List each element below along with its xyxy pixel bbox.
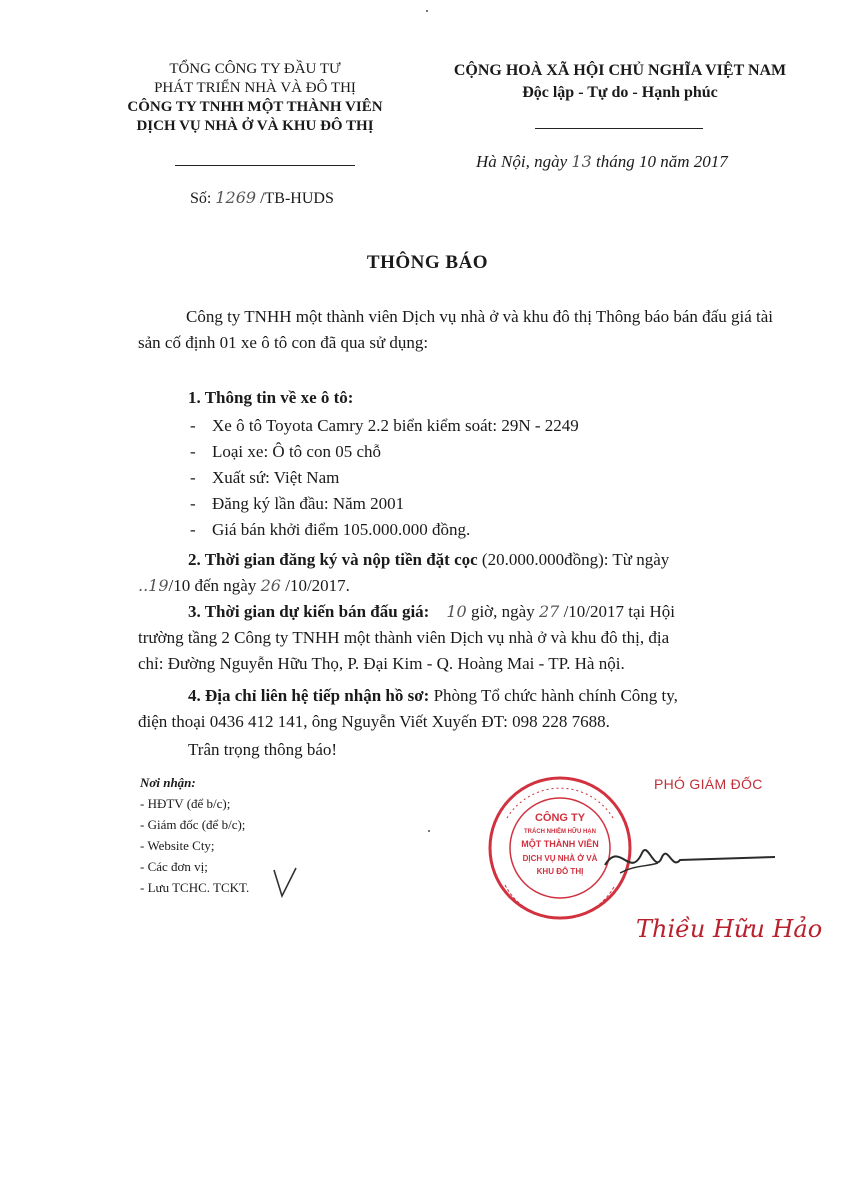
recipient-item: - Lưu TCHC. TCKT.: [140, 880, 250, 895]
section-3-line-1: [188, 602, 675, 622]
section-4-heading: 4. Địa chỉ liên hệ tiếp nhận hồ sơ:: [188, 686, 430, 705]
intro-paragraph: Công ty TNHH một thành viên Dịch vụ nhà ở và khu đô thị Thông báo bán đấu giá tài sản cố định 01 xe ô tô con đã qua sử dụng:: [138, 307, 773, 352]
doc-no-label: Số:: [190, 190, 212, 207]
svg-text:TRÁCH NHIỆM HỮU HẠN: TRÁCH NHIỆM HỮU HẠN: [524, 829, 596, 835]
section-2-text: (20.000.000đồng): Từ ngày: [481, 550, 670, 569]
org-line-2: PHÁT TRIỂN NHÀ VÀ ĐÔ THỊ: [154, 80, 356, 96]
scan-speck: [428, 830, 430, 832]
section-3-line-3: chỉ: Đường Nguyễn Hữu Thọ, P. Đại Kim - Q. Hoàng Mai - TP. Hà nội.: [138, 654, 625, 673]
signer-name: Thiều Hữu Hảo: [636, 915, 823, 943]
vehicle-info-list: [190, 413, 579, 543]
org-divider: [175, 165, 355, 166]
nation-title: CỘNG HOÀ XÃ HỘI CHỦ NGHĨA VIỆT NAM: [453, 62, 787, 79]
initial-mark: [270, 866, 300, 900]
signer-role: PHÓ GIÁM ĐỐC: [654, 776, 763, 792]
recipients-heading: Nơi nhận:: [140, 775, 196, 790]
doc-no-value: 1269: [215, 188, 257, 207]
deposit-to-day: 26: [260, 576, 281, 595]
recipient-item: - Website Cty;: [140, 838, 215, 853]
section-2-line-2: [138, 576, 350, 596]
section-2-heading: 2. Thời gian đăng ký và nộp tiền đặt cọc: [188, 550, 478, 569]
svg-text:MỘT THÀNH VIÊN: MỘT THÀNH VIÊN: [521, 839, 599, 849]
list-item: - Xe ô tô Toyota Camry 2.2 biển kiểm soát: 29N - 2249: [190, 416, 579, 435]
section-3-mid: giờ, ngày: [470, 602, 535, 621]
recipients-block: [140, 772, 249, 898]
svg-text:CÔNG TY: CÔNG TY: [534, 812, 586, 824]
list-item: - Giá bán khởi điểm 105.000.000 đồng.: [190, 520, 471, 539]
auction-hour: 10: [446, 602, 467, 621]
list-item: - Đăng ký lần đầu: Năm 2001: [190, 494, 405, 513]
national-motto: Độc lập - Tự do - Hạnh phúc: [522, 84, 718, 101]
document-number: [190, 188, 334, 208]
doc-no-suffix: /TB-HUDS: [260, 190, 334, 207]
section-3-line-2: trường tầng 2 Công ty TNHH một thành viên Dịch vụ nhà ở và khu đô thị, địa: [138, 628, 670, 647]
recipient-item: - HĐTV (để b/c);: [140, 796, 231, 811]
deposit-from-day: ..19: [138, 576, 169, 595]
handwritten-signature: [600, 835, 780, 885]
scan-speck: [426, 10, 428, 12]
recipient-item: - Giám đốc (để b/c);: [140, 817, 246, 832]
org-line-1: TỔNG CÔNG TY ĐẦU TƯ: [169, 61, 341, 77]
date-prefix: Hà Nội, ngày: [476, 152, 568, 171]
motto-divider: [535, 128, 703, 129]
svg-text:KHU ĐÔ THỊ: KHU ĐÔ THỊ: [536, 867, 584, 876]
date-suffix: tháng 10 năm 2017: [596, 152, 728, 171]
date-day: 13: [571, 152, 592, 171]
closing-greeting: Trân trọng thông báo!: [188, 740, 338, 759]
org-line-4: DỊCH VỤ NHÀ Ở VÀ KHU ĐÔ THỊ: [136, 118, 374, 134]
national-header: [430, 60, 810, 104]
section-2-end: /10/2017.: [285, 576, 350, 595]
section-4-line-1: [188, 686, 678, 706]
section-1-heading: 1. Thông tin về xe ô tô:: [188, 388, 354, 407]
list-item: - Xuất sứ: Việt Nam: [190, 468, 340, 487]
list-item: - Loại xe: Ô tô con 05 chỗ: [190, 442, 382, 461]
section-4-line-2: điện thoại 0436 412 141, ông Nguyễn Viết Xuyến ĐT: 098 228 7688.: [138, 712, 610, 731]
document-title: THÔNG BÁO: [366, 252, 489, 273]
org-line-3: CÔNG TY TNHH MỘT THÀNH VIÊN: [127, 99, 383, 115]
svg-text:DỊCH VỤ NHÀ Ở VÀ: DỊCH VỤ NHÀ Ở VÀ: [522, 854, 598, 863]
section-4-text: Phòng Tổ chức hành chính Công ty,: [433, 686, 678, 705]
organization-header: [100, 60, 410, 136]
section-2-line-1: [188, 550, 669, 570]
recipient-item: - Các đơn vị;: [140, 859, 208, 874]
section-3-heading: 3. Thời gian dự kiến bán đấu giá:: [188, 602, 430, 621]
issue-date: [476, 152, 728, 172]
auction-day: 27: [538, 602, 560, 621]
section-3-end: /10/2017 tại Hội: [563, 602, 676, 621]
section-2-mid: /10 đến ngày: [168, 576, 257, 595]
